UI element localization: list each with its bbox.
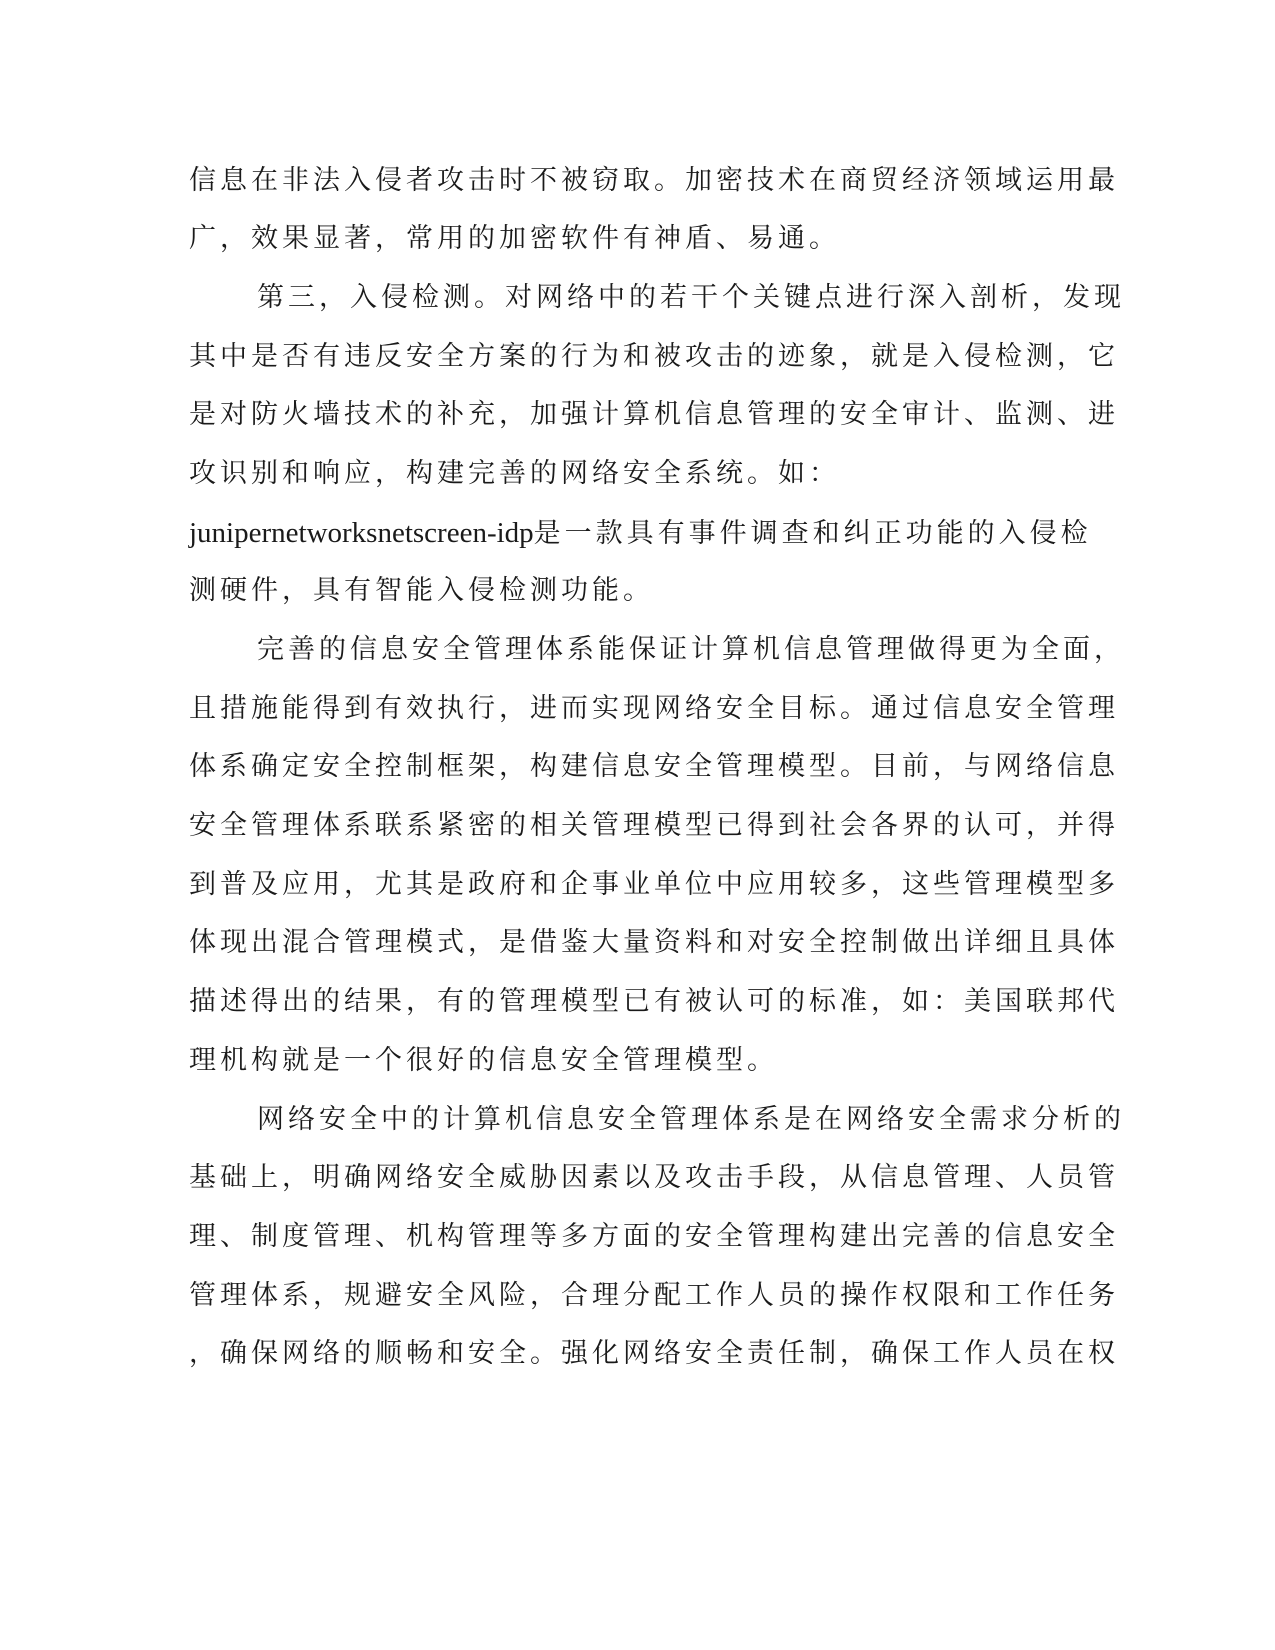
text-line: [189, 574, 654, 608]
line-text: 是一款具有事件调查和纠正功能的入侵检: [533, 518, 1092, 549]
line-text: 描述得出的结果，有的管理模型已有被认可的标准，如：美国联邦代: [189, 986, 1119, 1017]
line-text: 完善的信息安全管理体系能保证计算机信息管理做得更为全面，: [257, 634, 1125, 665]
text-line: [189, 750, 1119, 784]
line-text: ，确保网络的顺畅和安全。强化网络安全责任制，确保工作人员在权: [189, 1338, 1119, 1369]
line-text: 安全管理体系联系紧密的相关管理模型已得到社会各界的认可，并得: [189, 810, 1119, 841]
line-text: 基础上，明确网络安全威胁因素以及攻击手段，从信息管理、人员管: [189, 1162, 1119, 1193]
text-line: [189, 457, 840, 491]
line-text: 体现出混合管理模式，是借鉴大量资料和对安全控制做出详细且具体: [189, 927, 1119, 958]
line-text: 第三，入侵检测。对网络中的若干个关键点进行深入剖析，发现: [257, 282, 1125, 313]
text-line: [189, 1161, 1119, 1195]
text-line: [189, 692, 1119, 726]
text-line: [189, 1044, 778, 1078]
line-text: 理机构就是一个很好的信息安全管理模型。: [189, 1045, 778, 1076]
line-text: 理、制度管理、机构管理等多方面的安全管理构建出完善的信息安全: [189, 1221, 1119, 1252]
text-line: [189, 926, 1119, 960]
text-line: [189, 340, 1119, 374]
text-line: [189, 222, 840, 256]
text-line: [189, 985, 1119, 1019]
text-line: [189, 1337, 1119, 1371]
line-text: 且措施能得到有效执行，进而实现网络安全目标。通过信息安全管理: [189, 693, 1119, 724]
text-line: [257, 1103, 1125, 1137]
text-line: [189, 164, 1119, 198]
text-line: [189, 516, 1092, 551]
line-text: 广，效果显著，常用的加密软件有神盾、易通。: [189, 223, 840, 254]
line-text: 信息在非法入侵者攻击时不被窃取。加密技术在商贸经济领域运用最: [189, 165, 1119, 196]
product-name: junipernetworksnetscreen-idp: [189, 517, 534, 549]
line-text: 管理体系，规避安全风险，合理分配工作人员的操作权限和工作任务: [189, 1280, 1119, 1311]
line-text: 其中是否有违反安全方案的行为和被攻击的迹象，就是入侵检测，它: [189, 341, 1119, 372]
line-text: 攻识别和响应，构建完善的网络安全系统。如：: [189, 458, 840, 489]
text-line: [257, 281, 1125, 315]
text-line: [257, 633, 1125, 667]
line-text: 体系确定安全控制框架，构建信息安全管理模型。目前，与网络信息: [189, 751, 1119, 782]
text-line: [189, 1279, 1119, 1313]
text-line: [189, 868, 1119, 902]
line-text: 测硬件，具有智能入侵检测功能。: [189, 575, 654, 606]
text-line: [189, 398, 1119, 432]
text-line: [189, 809, 1119, 843]
text-line: [189, 1220, 1119, 1254]
line-text: 网络安全中的计算机信息安全管理体系是在网络安全需求分析的: [257, 1104, 1125, 1135]
line-text: 是对防火墙技术的补充，加强计算机信息管理的安全审计、监测、进: [189, 399, 1119, 430]
line-text: 到普及应用，尤其是政府和企事业单位中应用较多，这些管理模型多: [189, 869, 1119, 900]
